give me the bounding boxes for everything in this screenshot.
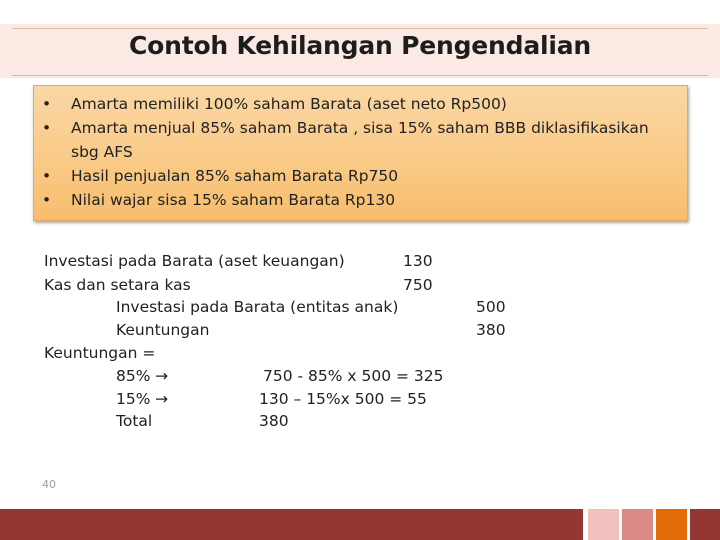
gain-heading: Keuntungan = [44,344,156,362]
bullet-text: Amarta memiliki 100% saham Barata (aset neto Rp500) [71,95,507,113]
bullet-item [40,92,680,116]
journal-row2-label: Kas dan setara kas [44,276,191,294]
bullet-list [40,92,680,212]
journal-row4-credit: 380 [476,321,506,339]
journal-row1-debit: 130 [403,252,433,270]
gain-r2-calc: 130 – 15%x 500 = 55 [259,390,427,408]
bullet-marker: • [42,119,52,137]
footer-square [656,509,687,540]
bullet-marker: • [42,191,52,209]
bullet-item [40,188,680,212]
gain-r1-label: 85% [116,367,151,385]
footer-bar [0,509,720,540]
journal-row2-debit: 750 [403,276,433,294]
page-number: 40 [42,478,56,491]
footer-main-block [0,509,583,540]
arrow-icon: → [155,390,168,408]
slide-title: Contoh Kehilangan Pengendalian [128,31,591,60]
journal-row3-label: Investasi pada Barata (entitas anak) [116,298,399,316]
footer-square [690,509,720,540]
bullet-text: Nilai wajar sisa 15% saham Barata Rp130 [71,191,396,209]
bullet-text: Hasil penjualan 85% saham Barata Rp750 [71,167,399,185]
footer-square [588,509,619,540]
bullet-marker: • [42,167,52,185]
footer-square [622,509,653,540]
journal-row1-label: Investasi pada Barata (aset keuangan) [44,252,345,270]
gain-r3-value: 380 [259,412,289,430]
gain-r2-label: 15% [116,390,151,408]
gain-r3-label: Total [116,412,153,430]
journal-row3-credit: 500 [476,298,506,316]
bullet-marker: • [42,95,52,113]
gain-r1-calc: 750 - 85% x 500 = 325 [263,367,444,385]
bullet-item [40,116,680,164]
bullet-item [40,164,680,188]
bullet-text: Amarta menjual 85% saham Barata , sisa 15% saham BBB diklasifikasikan sbg AFS [71,119,649,161]
arrow-icon: → [155,367,168,385]
journal-row4-label: Keuntungan [116,321,210,339]
